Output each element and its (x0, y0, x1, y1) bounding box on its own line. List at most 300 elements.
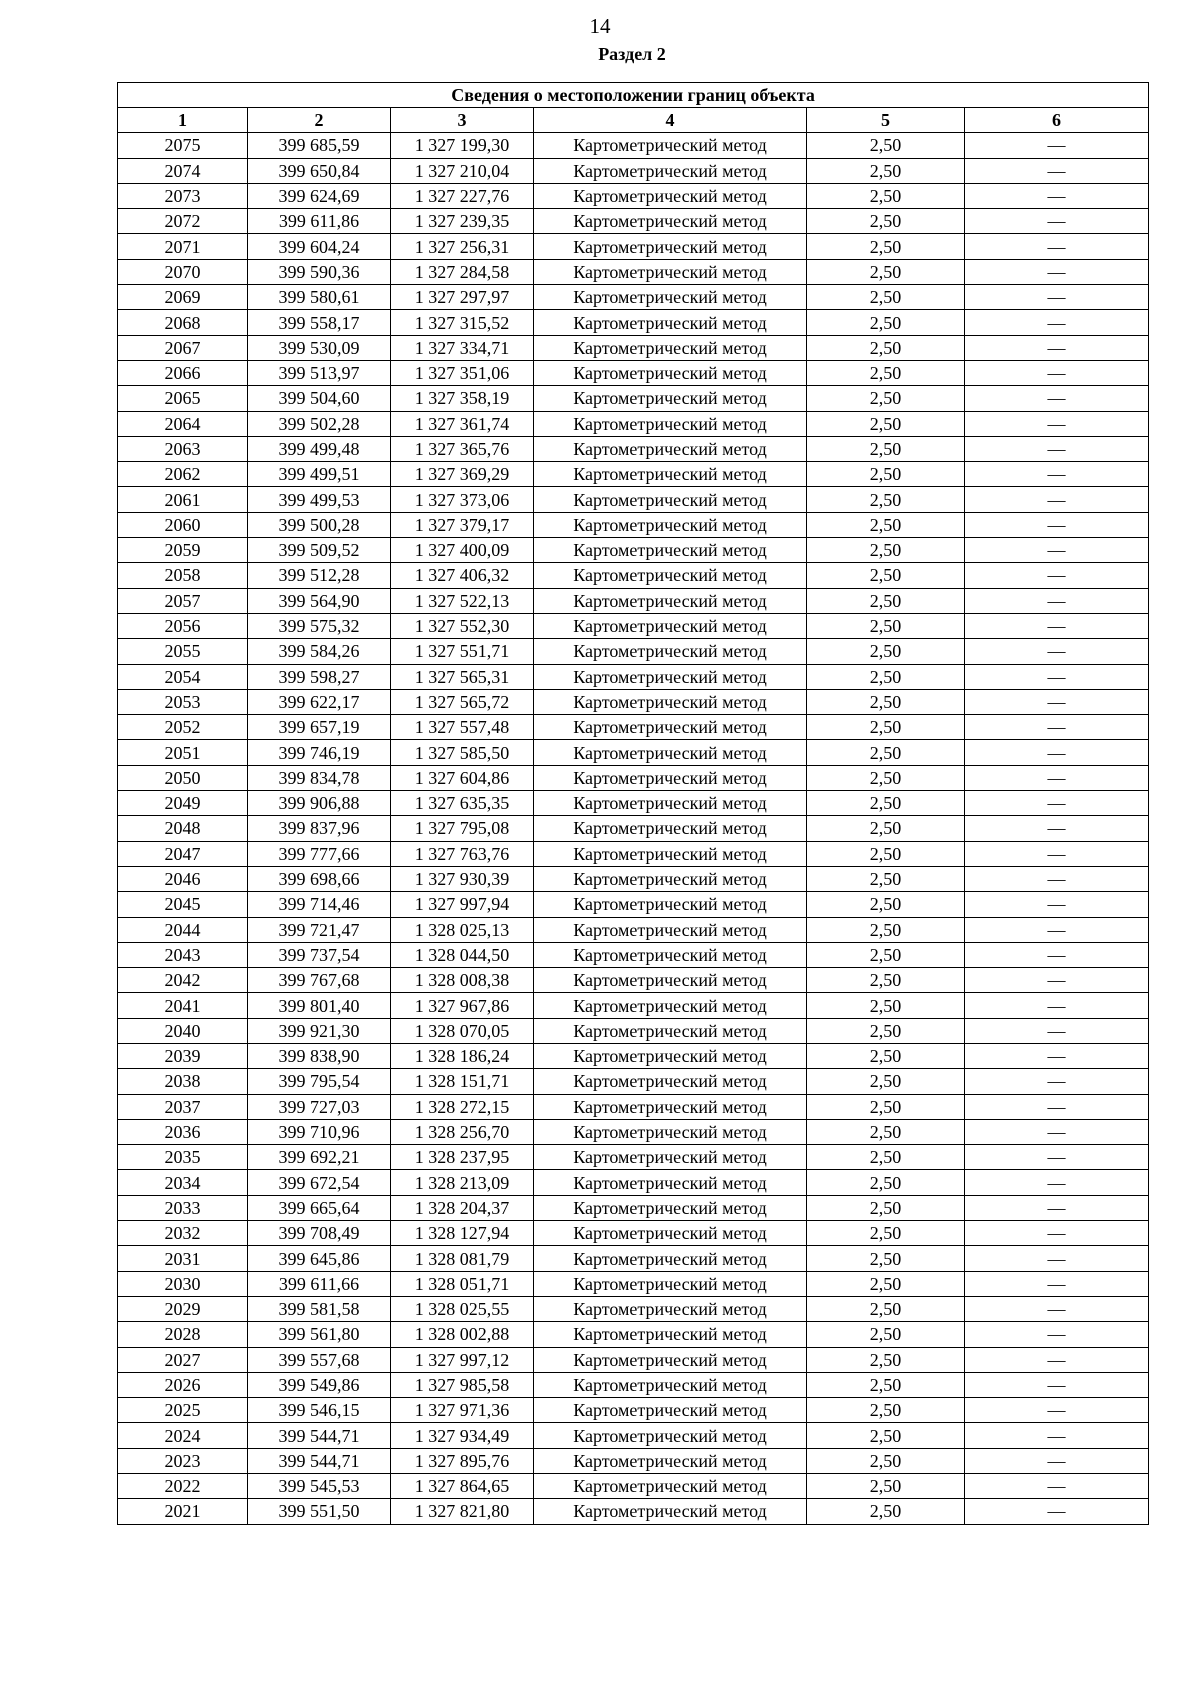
x-coordinate-cell: 399 837,96 (248, 816, 391, 841)
point-number-cell: 2052 (118, 715, 248, 740)
table-row (118, 209, 1149, 234)
method-cell: Картометрический метод (534, 1271, 807, 1296)
method-cell: Картометрический метод (534, 158, 807, 183)
method-cell: Картометрический метод (534, 1246, 807, 1271)
table-row (118, 259, 1149, 284)
x-coordinate-cell: 399 504,60 (248, 386, 391, 411)
table-body (118, 133, 1149, 1524)
table-row (118, 1474, 1149, 1499)
point-number-cell: 2056 (118, 613, 248, 638)
accuracy-cell: 2,50 (807, 765, 965, 790)
method-cell: Картометрический метод (534, 791, 807, 816)
description-cell: — (965, 866, 1149, 891)
table-row (118, 765, 1149, 790)
method-cell: Картометрический метод (534, 942, 807, 967)
table-row (118, 664, 1149, 689)
accuracy-cell: 2,50 (807, 259, 965, 284)
table-row (118, 1423, 1149, 1448)
accuracy-cell: 2,50 (807, 360, 965, 385)
method-cell: Картометрический метод (534, 1195, 807, 1220)
accuracy-cell: 2,50 (807, 740, 965, 765)
x-coordinate-cell: 399 584,26 (248, 639, 391, 664)
x-coordinate-cell: 399 746,19 (248, 740, 391, 765)
point-number-cell: 2041 (118, 993, 248, 1018)
table-row (118, 613, 1149, 638)
description-cell: — (965, 335, 1149, 360)
y-coordinate-cell: 1 327 227,76 (391, 183, 534, 208)
accuracy-cell: 2,50 (807, 133, 965, 158)
method-cell: Картометрический метод (534, 1069, 807, 1094)
y-coordinate-cell: 1 328 051,71 (391, 1271, 534, 1296)
method-cell: Картометрический метод (534, 436, 807, 461)
point-number-cell: 2066 (118, 360, 248, 385)
description-cell: — (965, 411, 1149, 436)
table-row (118, 942, 1149, 967)
description-cell: — (965, 436, 1149, 461)
table-row (118, 993, 1149, 1018)
point-number-cell: 2024 (118, 1423, 248, 1448)
accuracy-cell: 2,50 (807, 968, 965, 993)
description-cell: — (965, 588, 1149, 613)
x-coordinate-cell: 399 685,59 (248, 133, 391, 158)
table-row (118, 1018, 1149, 1043)
accuracy-cell: 2,50 (807, 538, 965, 563)
x-coordinate-cell: 399 513,97 (248, 360, 391, 385)
accuracy-cell: 2,50 (807, 816, 965, 841)
method-cell: Картометрический метод (534, 765, 807, 790)
accuracy-cell: 2,50 (807, 1043, 965, 1068)
method-cell: Картометрический метод (534, 1296, 807, 1321)
y-coordinate-cell: 1 328 008,38 (391, 968, 534, 993)
x-coordinate-cell: 399 921,30 (248, 1018, 391, 1043)
accuracy-cell: 2,50 (807, 1398, 965, 1423)
table-row (118, 487, 1149, 512)
description-cell: — (965, 310, 1149, 335)
y-coordinate-cell: 1 327 256,31 (391, 234, 534, 259)
column-header: 3 (391, 108, 534, 133)
method-cell: Картометрический метод (534, 360, 807, 385)
description-cell: — (965, 1069, 1149, 1094)
method-cell: Картометрический метод (534, 1474, 807, 1499)
point-number-cell: 2032 (118, 1221, 248, 1246)
description-cell: — (965, 386, 1149, 411)
method-cell: Картометрический метод (534, 285, 807, 310)
description-cell: — (965, 740, 1149, 765)
description-cell: — (965, 816, 1149, 841)
y-coordinate-cell: 1 327 997,12 (391, 1347, 534, 1372)
y-coordinate-cell: 1 328 127,94 (391, 1221, 534, 1246)
table-row (118, 1195, 1149, 1220)
point-number-cell: 2027 (118, 1347, 248, 1372)
table-row (118, 1069, 1149, 1094)
accuracy-cell: 2,50 (807, 285, 965, 310)
accuracy-cell: 2,50 (807, 664, 965, 689)
y-coordinate-cell: 1 327 895,76 (391, 1448, 534, 1473)
point-number-cell: 2055 (118, 639, 248, 664)
table-row (118, 639, 1149, 664)
x-coordinate-cell: 399 708,49 (248, 1221, 391, 1246)
x-coordinate-cell: 399 721,47 (248, 917, 391, 942)
y-coordinate-cell: 1 328 237,95 (391, 1145, 534, 1170)
table-row (118, 1221, 1149, 1246)
x-coordinate-cell: 399 645,86 (248, 1246, 391, 1271)
y-coordinate-cell: 1 327 585,50 (391, 740, 534, 765)
description-cell: — (965, 209, 1149, 234)
accuracy-cell: 2,50 (807, 209, 965, 234)
table-row (118, 791, 1149, 816)
y-coordinate-cell: 1 328 213,09 (391, 1170, 534, 1195)
accuracy-cell: 2,50 (807, 158, 965, 183)
method-cell: Картометрический метод (534, 892, 807, 917)
accuracy-cell: 2,50 (807, 689, 965, 714)
description-cell: — (965, 1145, 1149, 1170)
method-cell: Картометрический метод (534, 209, 807, 234)
description-cell: — (965, 1170, 1149, 1195)
y-coordinate-cell: 1 327 400,09 (391, 538, 534, 563)
method-cell: Картометрический метод (534, 664, 807, 689)
table-row (118, 968, 1149, 993)
description-cell: — (965, 563, 1149, 588)
x-coordinate-cell: 399 698,66 (248, 866, 391, 891)
point-number-cell: 2071 (118, 234, 248, 259)
y-coordinate-cell: 1 327 821,80 (391, 1499, 534, 1524)
y-coordinate-cell: 1 327 971,36 (391, 1398, 534, 1423)
accuracy-cell: 2,50 (807, 310, 965, 335)
table-row (118, 1372, 1149, 1397)
table-row (118, 1170, 1149, 1195)
accuracy-cell: 2,50 (807, 512, 965, 537)
accuracy-cell: 2,50 (807, 1069, 965, 1094)
description-cell: — (965, 791, 1149, 816)
description-cell: — (965, 1195, 1149, 1220)
method-cell: Картометрический метод (534, 1043, 807, 1068)
x-coordinate-cell: 399 581,58 (248, 1296, 391, 1321)
accuracy-cell: 2,50 (807, 1499, 965, 1524)
description-cell: — (965, 1499, 1149, 1524)
point-number-cell: 2064 (118, 411, 248, 436)
table-row (118, 310, 1149, 335)
point-number-cell: 2025 (118, 1398, 248, 1423)
point-number-cell: 2044 (118, 917, 248, 942)
description-cell: — (965, 1018, 1149, 1043)
description-cell: — (965, 664, 1149, 689)
point-number-cell: 2067 (118, 335, 248, 360)
y-coordinate-cell: 1 327 565,72 (391, 689, 534, 714)
table-row (118, 1448, 1149, 1473)
point-number-cell: 2059 (118, 538, 248, 563)
accuracy-cell: 2,50 (807, 436, 965, 461)
point-number-cell: 2037 (118, 1094, 248, 1119)
x-coordinate-cell: 399 551,50 (248, 1499, 391, 1524)
method-cell: Картометрический метод (534, 866, 807, 891)
x-coordinate-cell: 399 512,28 (248, 563, 391, 588)
y-coordinate-cell: 1 327 199,30 (391, 133, 534, 158)
y-coordinate-cell: 1 328 025,13 (391, 917, 534, 942)
y-coordinate-cell: 1 327 997,94 (391, 892, 534, 917)
y-coordinate-cell: 1 327 604,86 (391, 765, 534, 790)
accuracy-cell: 2,50 (807, 791, 965, 816)
y-coordinate-cell: 1 327 552,30 (391, 613, 534, 638)
column-header: 4 (534, 108, 807, 133)
accuracy-cell: 2,50 (807, 841, 965, 866)
accuracy-cell: 2,50 (807, 411, 965, 436)
y-coordinate-cell: 1 328 081,79 (391, 1246, 534, 1271)
y-coordinate-cell: 1 327 864,65 (391, 1474, 534, 1499)
x-coordinate-cell: 399 590,36 (248, 259, 391, 284)
accuracy-cell: 2,50 (807, 715, 965, 740)
y-coordinate-cell: 1 327 934,49 (391, 1423, 534, 1448)
description-cell: — (965, 1322, 1149, 1347)
accuracy-cell: 2,50 (807, 1145, 965, 1170)
point-number-cell: 2036 (118, 1119, 248, 1144)
x-coordinate-cell: 399 575,32 (248, 613, 391, 638)
table-row (118, 1398, 1149, 1423)
method-cell: Картометрический метод (534, 1423, 807, 1448)
table-row (118, 816, 1149, 841)
point-number-cell: 2049 (118, 791, 248, 816)
table-row (118, 1499, 1149, 1524)
accuracy-cell: 2,50 (807, 993, 965, 1018)
description-cell: — (965, 1119, 1149, 1144)
x-coordinate-cell: 399 611,86 (248, 209, 391, 234)
y-coordinate-cell: 1 327 210,04 (391, 158, 534, 183)
column-header: 5 (807, 108, 965, 133)
table-row (118, 133, 1149, 158)
accuracy-cell: 2,50 (807, 1094, 965, 1119)
table-header-row (118, 108, 1149, 133)
method-cell: Картометрический метод (534, 1347, 807, 1372)
x-coordinate-cell: 399 801,40 (248, 993, 391, 1018)
description-cell: — (965, 462, 1149, 487)
point-number-cell: 2033 (118, 1195, 248, 1220)
description-cell: — (965, 512, 1149, 537)
description-cell: — (965, 765, 1149, 790)
method-cell: Картометрический метод (534, 613, 807, 638)
x-coordinate-cell: 399 499,53 (248, 487, 391, 512)
table-row (118, 386, 1149, 411)
method-cell: Картометрический метод (534, 1448, 807, 1473)
y-coordinate-cell: 1 327 406,32 (391, 563, 534, 588)
method-cell: Картометрический метод (534, 512, 807, 537)
point-number-cell: 2061 (118, 487, 248, 512)
point-number-cell: 2058 (118, 563, 248, 588)
method-cell: Картометрический метод (534, 234, 807, 259)
table-row (118, 917, 1149, 942)
x-coordinate-cell: 399 650,84 (248, 158, 391, 183)
x-coordinate-cell: 399 692,21 (248, 1145, 391, 1170)
y-coordinate-cell: 1 327 239,35 (391, 209, 534, 234)
method-cell: Картометрический метод (534, 715, 807, 740)
table-row (118, 462, 1149, 487)
method-cell: Картометрический метод (534, 1221, 807, 1246)
table-row (118, 1271, 1149, 1296)
description-cell: — (965, 487, 1149, 512)
point-number-cell: 2048 (118, 816, 248, 841)
y-coordinate-cell: 1 327 379,17 (391, 512, 534, 537)
y-coordinate-cell: 1 327 930,39 (391, 866, 534, 891)
x-coordinate-cell: 399 622,17 (248, 689, 391, 714)
method-cell: Картометрический метод (534, 1322, 807, 1347)
description-cell: — (965, 613, 1149, 638)
accuracy-cell: 2,50 (807, 1170, 965, 1195)
point-number-cell: 2053 (118, 689, 248, 714)
x-coordinate-cell: 399 544,71 (248, 1423, 391, 1448)
description-cell: — (965, 1246, 1149, 1271)
table-row (118, 1043, 1149, 1068)
y-coordinate-cell: 1 327 358,19 (391, 386, 534, 411)
point-number-cell: 2026 (118, 1372, 248, 1397)
table-row (118, 588, 1149, 613)
table-caption: Сведения о местоположении границ объекта (118, 83, 1149, 108)
table-row (118, 715, 1149, 740)
point-number-cell: 2050 (118, 765, 248, 790)
x-coordinate-cell: 399 564,90 (248, 588, 391, 613)
description-cell: — (965, 1448, 1149, 1473)
point-number-cell: 2045 (118, 892, 248, 917)
table-row (118, 1094, 1149, 1119)
point-number-cell: 2069 (118, 285, 248, 310)
accuracy-cell: 2,50 (807, 639, 965, 664)
point-number-cell: 2072 (118, 209, 248, 234)
table-row (118, 512, 1149, 537)
description-cell: — (965, 942, 1149, 967)
y-coordinate-cell: 1 328 186,24 (391, 1043, 534, 1068)
table-row (118, 1296, 1149, 1321)
description-cell: — (965, 1271, 1149, 1296)
table-row (118, 841, 1149, 866)
y-coordinate-cell: 1 327 297,97 (391, 285, 534, 310)
method-cell: Картометрический метод (534, 816, 807, 841)
point-number-cell: 2051 (118, 740, 248, 765)
table-row (118, 1347, 1149, 1372)
table-row (118, 1145, 1149, 1170)
accuracy-cell: 2,50 (807, 1372, 965, 1397)
point-number-cell: 2028 (118, 1322, 248, 1347)
point-number-cell: 2062 (118, 462, 248, 487)
table-row (118, 411, 1149, 436)
point-number-cell: 2038 (118, 1069, 248, 1094)
x-coordinate-cell: 399 767,68 (248, 968, 391, 993)
description-cell: — (965, 639, 1149, 664)
x-coordinate-cell: 399 838,90 (248, 1043, 391, 1068)
x-coordinate-cell: 399 509,52 (248, 538, 391, 563)
accuracy-cell: 2,50 (807, 1271, 965, 1296)
point-number-cell: 2042 (118, 968, 248, 993)
y-coordinate-cell: 1 327 369,29 (391, 462, 534, 487)
description-cell: — (965, 892, 1149, 917)
accuracy-cell: 2,50 (807, 1423, 965, 1448)
point-number-cell: 2065 (118, 386, 248, 411)
accuracy-cell: 2,50 (807, 234, 965, 259)
x-coordinate-cell: 399 499,51 (248, 462, 391, 487)
boundary-coordinates-table (117, 82, 1149, 1525)
accuracy-cell: 2,50 (807, 613, 965, 638)
description-cell: — (965, 689, 1149, 714)
accuracy-cell: 2,50 (807, 1195, 965, 1220)
y-coordinate-cell: 1 328 044,50 (391, 942, 534, 967)
y-coordinate-cell: 1 327 315,52 (391, 310, 534, 335)
y-coordinate-cell: 1 328 070,05 (391, 1018, 534, 1043)
point-number-cell: 2030 (118, 1271, 248, 1296)
x-coordinate-cell: 399 672,54 (248, 1170, 391, 1195)
accuracy-cell: 2,50 (807, 335, 965, 360)
y-coordinate-cell: 1 328 151,71 (391, 1069, 534, 1094)
x-coordinate-cell: 399 834,78 (248, 765, 391, 790)
y-coordinate-cell: 1 327 635,35 (391, 791, 534, 816)
x-coordinate-cell: 399 557,68 (248, 1347, 391, 1372)
description-cell: — (965, 538, 1149, 563)
table-row (118, 360, 1149, 385)
accuracy-cell: 2,50 (807, 1246, 965, 1271)
description-cell: — (965, 1221, 1149, 1246)
x-coordinate-cell: 399 777,66 (248, 841, 391, 866)
method-cell: Картометрический метод (534, 183, 807, 208)
x-coordinate-cell: 399 598,27 (248, 664, 391, 689)
y-coordinate-cell: 1 327 967,86 (391, 993, 534, 1018)
y-coordinate-cell: 1 328 002,88 (391, 1322, 534, 1347)
x-coordinate-cell: 399 530,09 (248, 335, 391, 360)
method-cell: Картометрический метод (534, 1499, 807, 1524)
table-row (118, 563, 1149, 588)
x-coordinate-cell: 399 665,64 (248, 1195, 391, 1220)
y-coordinate-cell: 1 327 365,76 (391, 436, 534, 461)
point-number-cell: 2073 (118, 183, 248, 208)
y-coordinate-cell: 1 327 557,48 (391, 715, 534, 740)
x-coordinate-cell: 399 544,71 (248, 1448, 391, 1473)
table-row (118, 538, 1149, 563)
y-coordinate-cell: 1 327 551,71 (391, 639, 534, 664)
accuracy-cell: 2,50 (807, 892, 965, 917)
description-cell: — (965, 1372, 1149, 1397)
description-cell: — (965, 1043, 1149, 1068)
x-coordinate-cell: 399 502,28 (248, 411, 391, 436)
description-cell: — (965, 1474, 1149, 1499)
table-row (118, 285, 1149, 310)
point-number-cell: 2047 (118, 841, 248, 866)
method-cell: Картометрический метод (534, 689, 807, 714)
section-title: Раздел 2 (598, 44, 666, 64)
accuracy-cell: 2,50 (807, 1221, 965, 1246)
method-cell: Картометрический метод (534, 487, 807, 512)
x-coordinate-cell: 399 604,24 (248, 234, 391, 259)
description-cell: — (965, 259, 1149, 284)
description-cell: — (965, 968, 1149, 993)
description-cell: — (965, 1296, 1149, 1321)
x-coordinate-cell: 399 561,80 (248, 1322, 391, 1347)
table-row (118, 892, 1149, 917)
method-cell: Картометрический метод (534, 538, 807, 563)
description-cell: — (965, 158, 1149, 183)
description-cell: — (965, 841, 1149, 866)
y-coordinate-cell: 1 327 373,06 (391, 487, 534, 512)
table-row (118, 1119, 1149, 1144)
description-cell: — (965, 993, 1149, 1018)
method-cell: Картометрический метод (534, 1372, 807, 1397)
table-row (118, 866, 1149, 891)
point-number-cell: 2031 (118, 1246, 248, 1271)
accuracy-cell: 2,50 (807, 1474, 965, 1499)
accuracy-cell: 2,50 (807, 1119, 965, 1144)
method-cell: Картометрический метод (534, 411, 807, 436)
y-coordinate-cell: 1 327 351,06 (391, 360, 534, 385)
accuracy-cell: 2,50 (807, 1347, 965, 1372)
point-number-cell: 2046 (118, 866, 248, 891)
table-row (118, 1246, 1149, 1271)
description-cell: — (965, 360, 1149, 385)
y-coordinate-cell: 1 328 272,15 (391, 1094, 534, 1119)
point-number-cell: 2075 (118, 133, 248, 158)
method-cell: Картометрический метод (534, 462, 807, 487)
